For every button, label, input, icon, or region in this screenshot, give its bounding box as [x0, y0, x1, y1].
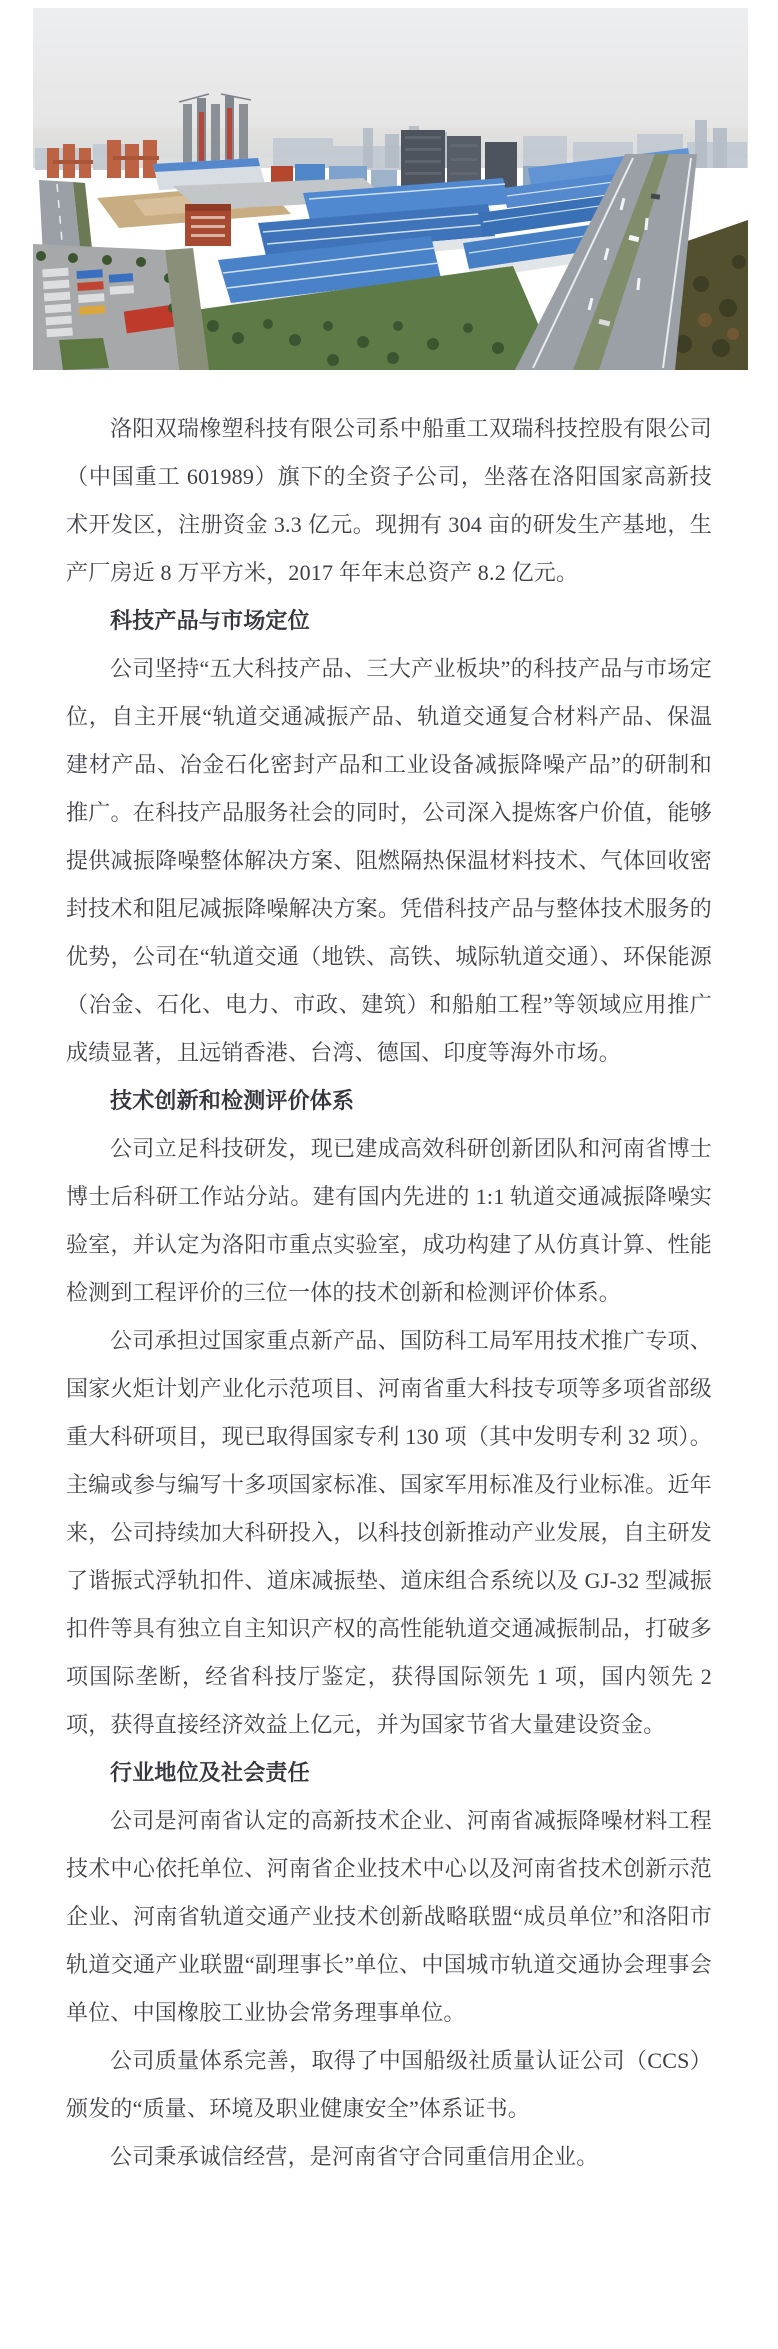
campus-aerial-photo [33, 8, 748, 370]
section-heading-industry: 行业地位及社会责任 [110, 1760, 310, 1785]
intro-paragraph: 洛阳双瑞橡塑科技有限公司系中船重工双瑞科技控股有限公司（中国重工 601989）旗下的全资子公司，坐落在洛阳国家高新技术开发区，注册资金 3.3 亿元。现拥有 304 亩的研发生产基地，生产厂房近 8 万平方米，2017 年年末总资产 8.2 亿元。 [66, 416, 712, 585]
products-paragraph: 公司坚持“五大科技产品、三大产业板块”的科技产品与市场定位，自主开展“轨道交通减振产品、轨道交通复合材料产品、保温建材产品、冶金石化密封产品和工业设备减振降噪产品”的研制和推广。在科技产品服务社会的同时，公司深入提炼客户价值，能够提供减振降噪整体解决方案、阻燃隔热保温材料技术、气体回收密封技术和阻尼减振降噪解决方案。凭借科技产品与整体技术服务的优势，公司在“轨道交通（地铁、高铁、城际轨道交通）、环保能源（冶金、石化、电力、市政、建筑）和船舶工程”等领域应用推广成绩显著，且远销香港、台湾、德国、印度等海外市场。 [66, 656, 712, 1065]
technology-paragraph-2: 公司承担过国家重点新产品、国防科工局军用技术推广专项、国家火炬计划产业化示范项目、河南省重大科技专项等多项省部级重大科研项目，现已取得国家专利 130 项（其中发明专利 32 项）。主编或参与编写十多项国家标准、国家军用标准及行业标准。近年来，公司持续加大科研投入，以科技创新推动产业发展，自主研发了谐振式浮轨扣件、道床减振垫、道床组合系统以及 GJ-32 型减振扣件等具有独立自主知识产权的高性能轨道交通减振制品，打破多项国际垄断，经省科技厅鉴定，获得国际领先 1 项，国内领先 2 项，获得直接经济效益上亿元，并为国家节省大量建设资金。 [66, 1328, 712, 1737]
industry-paragraph-2: 公司质量体系完善，取得了中国船级社质量认证公司（CCS）颁发的“质量、环境及职业健康安全”体系证书。 [66, 2048, 712, 2121]
industry-paragraph-3: 公司秉承诚信经营，是河南省守合同重信用企业。 [110, 2144, 599, 2169]
section-heading-technology: 技术创新和检测评价体系 [110, 1088, 355, 1113]
technology-paragraph-1: 公司立足科技研发，现已建成高效科研创新团队和河南省博士博士后科研工作站分站。建有国内先进的 1:1 轨道交通减振降噪实验室，并认定为洛阳市重点实验室，成功构建了从仿真计算、性能检测到工程评价的三位一体的技术创新和检测评价体系。 [66, 1136, 712, 1305]
industry-paragraph-1: 公司是河南省认定的高新技术企业、河南省减振降噪材料工程技术中心依托单位、河南省企业技术中心以及河南省技术创新示范企业、河南省轨道交通产业技术创新战略联盟“成员单位”和洛阳市轨道交通产业联盟“副理事长”单位、中国城市轨道交通协会理事会单位、中国橡胶工业协会常务理事单位。 [66, 1808, 712, 2025]
section-heading-products: 科技产品与市场定位 [110, 608, 310, 633]
aerial-photo-illustration [33, 8, 748, 370]
